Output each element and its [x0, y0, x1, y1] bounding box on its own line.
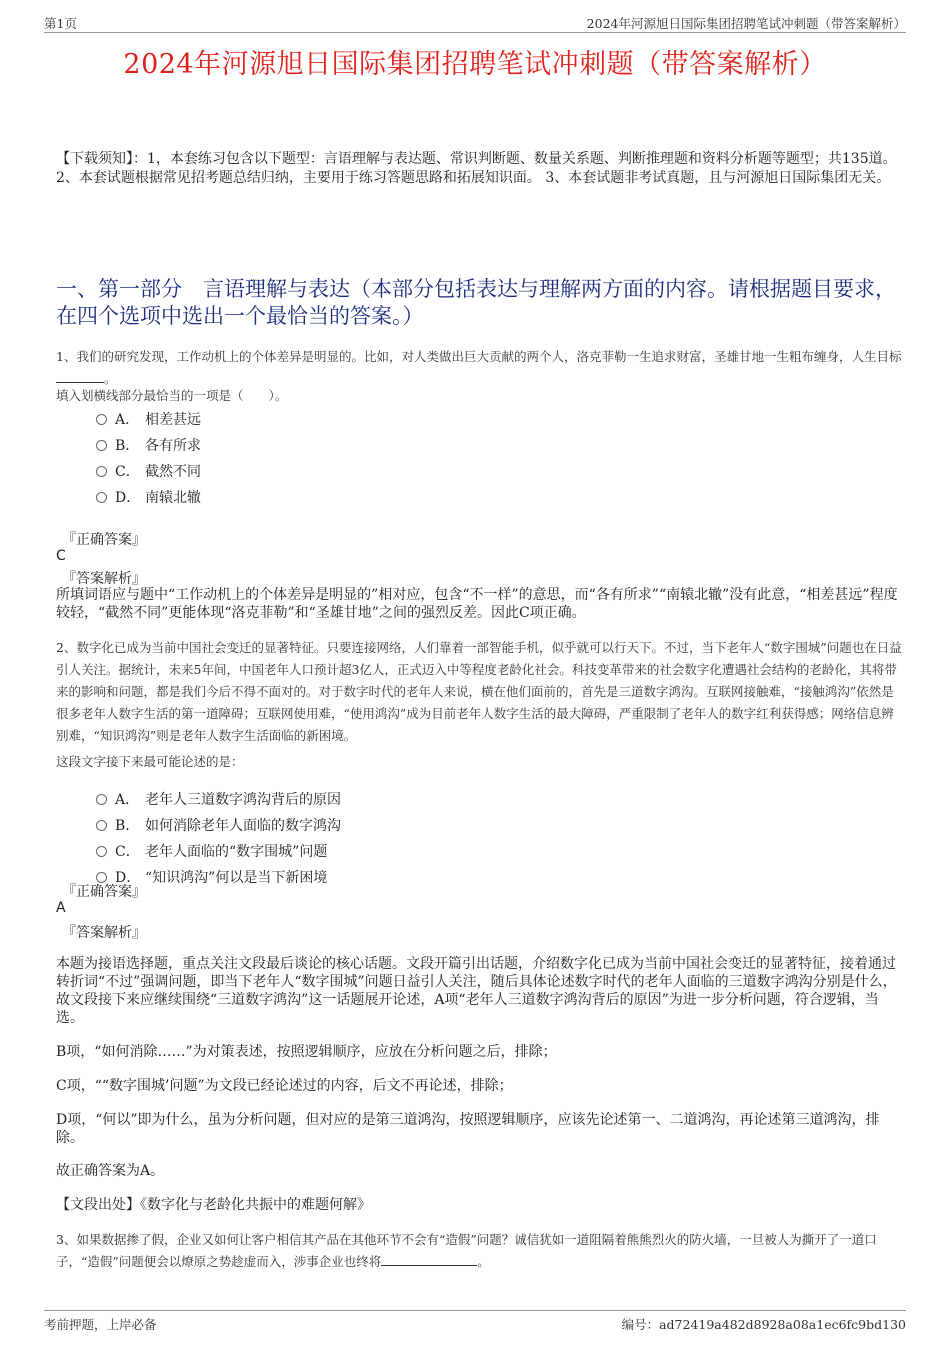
q2-answer: A [56, 900, 66, 916]
q2-analysis-para-4: D项，“何以”即为什么，虽为分析问题，但对应的是第三道鸿沟，按照逻辑顺序，应该先论述第一、二道鸿沟，再论述第三道鸿沟，排除。 [56, 1112, 880, 1146]
question-2-prompt: 这段文字接下来最可能论述的是： [56, 754, 244, 769]
q2-answer-label: 『正确答案』 [62, 884, 146, 900]
q2-option-d[interactable]: D． “知识鸿沟”何以是当下新困境 [96, 868, 327, 888]
page-footer [44, 1310, 906, 1335]
question-2-stem: 2、数字化已成为当前中国社会变迁的显著特征。只要连接网络，人们靠着一部智能手机，似乎就可以行天下。不过，当下老年人“数字围城”问题也在日益引人关注。据统计，未来5年间，中国老年人口预计超3亿人，正式迈入中等程度老龄化社会。科技变革带来的社会数字化遭遇社会结构的老龄化，其将带来的影响和问题，都是我们今后不得不面对的。对于数字时代的老年人来说，横在他们面前的，首先是三道数字鸿沟。互联网接触难，“接触鸿沟”依然是很多老年人数字生活的第一道障碍；互联网使用难，“使用鸿沟”成为目前老年人数字生活的最大障碍，严重限制了老年人的数字红利获得感；网络信息辨别难，“知识鸿沟”则是老年人数字生活面临的新困境。 [56, 640, 902, 743]
radio-icon[interactable] [96, 414, 107, 425]
radio-icon[interactable] [96, 440, 107, 451]
fill-blank [56, 370, 104, 383]
radio-icon[interactable] [96, 820, 107, 831]
q1-option-a[interactable]: A． 相差甚远 [96, 410, 201, 430]
q1-analysis-label: 『答案解析』 [62, 571, 146, 587]
question-1-prompt: 填入划横线部分最恰当的一项是（ ）。 [56, 388, 288, 403]
q1-answer: C [56, 548, 66, 564]
q2-option-c[interactable]: C． 老年人面临的“数字围城”问题 [96, 842, 327, 862]
q1-option-d[interactable]: D． 南辕北辙 [96, 488, 201, 508]
q2-analysis-para-3: C项，““数字围城’问题”为文段已经论述过的内容，后文不再论述，排除； [56, 1078, 513, 1094]
q2-analysis-para-1: 本题为接语选择题，重点关注文段最后谈论的核心话题。文段开篇引出话题，介绍数字化已成为当前中国社会变迁的显著特征，接着通过转折词“不过”强调问题，即当下老年人“数字围城”问题日益引人关注，随后具体论述数字时代的老年人面临的三道数字鸿沟分别是什么，故文段接下来应继续围绕“三道数字鸿沟”这一话题展开论述，A项“老年人三道数字鸿沟背后的原因”为进一步分析问题，符合逻辑，当选。 [56, 956, 897, 1026]
q1-option-b[interactable]: B． 各有所求 [96, 436, 201, 456]
q2-option-a[interactable]: A． 老年人三道数字鸿沟背后的原因 [96, 790, 341, 810]
page-number: 第1页 [44, 16, 77, 31]
page-header [44, 12, 906, 33]
fill-blank [381, 1253, 477, 1266]
radio-icon[interactable] [96, 794, 107, 805]
footer-id: 编号：ad72419a482d8928a08a1ec6fc9bd130 [621, 1317, 906, 1332]
footer-slogan: 考前押题，上岸必备 [44, 1317, 157, 1332]
q2-source: 【文段出处】《数字化与老龄化共振中的难题何解》 [56, 1197, 371, 1213]
radio-icon[interactable] [96, 492, 107, 503]
question-1-stem: 1、我们的研究发现，工作动机上的个体差异是明显的。比如，对人类做出巨大贡献的两个人，洛克菲勒一生追求财富，圣雄甘地一生粗布缠身，人生目标。 [56, 349, 902, 386]
q2-analysis-para-5: 故正确答案为A。 [56, 1163, 165, 1179]
question-3-stem: 3、如果数据掺了假，企业又如何让客户相信其产品在其他环节不会有“造假”问题？诚信犹如一道阻隔着熊熊烈火的防火墙，一旦被人为撕开了一道口子，“造假”问题便会以燎原之势趁虚而入，涉事企业也终将 。 [56, 1232, 877, 1269]
q2-option-b[interactable]: B． 如何消除老年人面临的数字鸿沟 [96, 816, 341, 836]
radio-icon[interactable] [96, 466, 107, 477]
document-title: 2024年河源旭日国际集团招聘笔试冲刺题（带答案解析） [123, 49, 827, 80]
q1-answer-label: 『正确答案』 [62, 532, 146, 548]
section-title: 一、第一部分 言语理解与表达（本部分包括表达与理解两方面的内容。请根据题目要求，在四个选项中选出一个最恰当的答案。） [56, 277, 896, 328]
header-doc-title: 2024年河源旭日国际集团招聘笔试冲刺题（带答案解析） [586, 16, 906, 31]
q1-option-c[interactable]: C． 截然不同 [96, 462, 201, 482]
q1-analysis: 所填词语应与题中“工作动机上的个体差异是明显的”相对应，包含“不一样”的意思，而“各有所求”“南辕北辙”没有此意，“相差甚远”程度较轻，“截然不同”更能体现“洛克菲勒”和“圣雄甘地”之间的强烈反差。因此C项正确。 [56, 587, 898, 621]
radio-icon[interactable] [96, 846, 107, 857]
download-notice: 【下载须知】：1，本套练习包含以下题型：言语理解与表达题、常识判断题、数量关系题、判断推理题和资料分析题等题型；共135道。 2、本套试题根据常见招考题总结归纳，主要用于练习答题思路和拓展知识面。 3、本套试题非考试真题，且与河源旭日国际集团无关。 [56, 151, 897, 186]
q2-analysis-label: 『答案解析』 [62, 925, 146, 941]
q2-analysis-para-2: B项，“如何消除……”为对策表述，按照逻辑顺序，应放在分析问题之后，排除； [56, 1044, 557, 1060]
